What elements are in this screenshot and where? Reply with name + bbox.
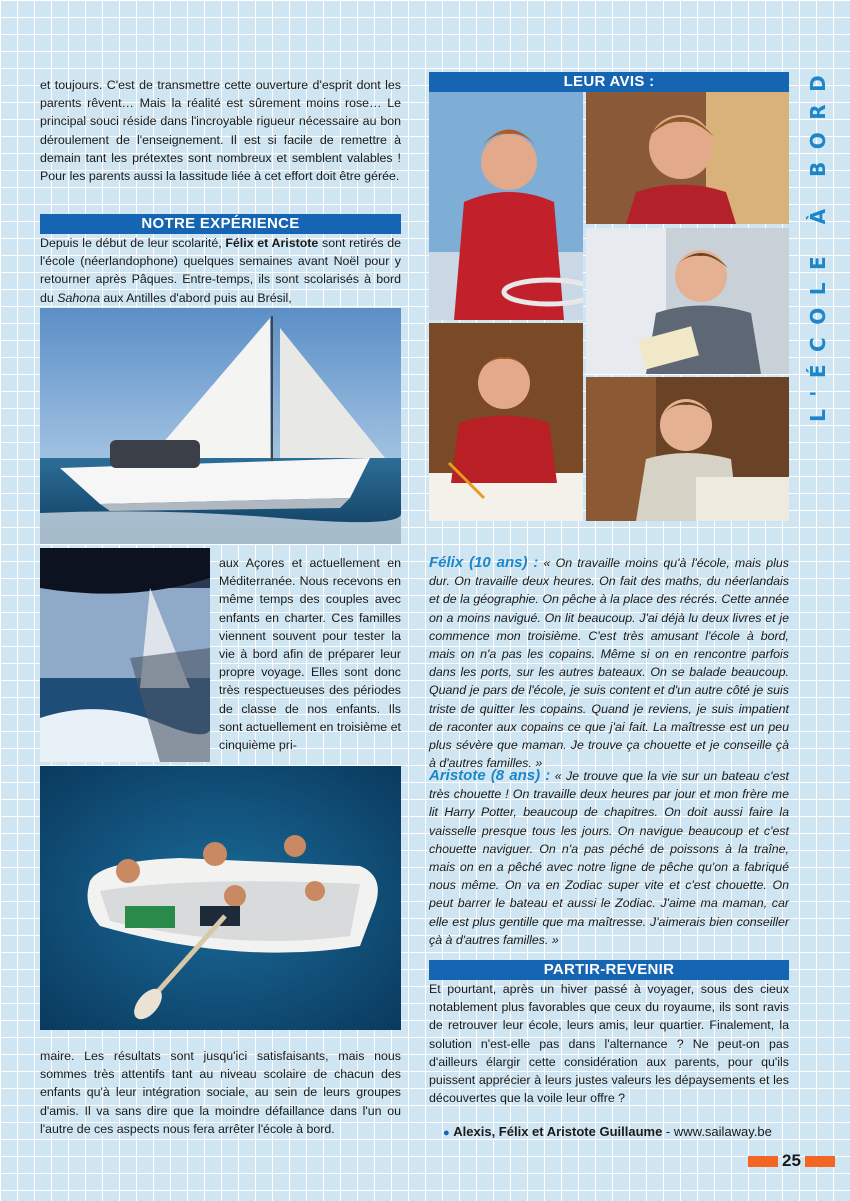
experience-paragraph-3 bbox=[40, 1047, 401, 1138]
felix-quote bbox=[429, 554, 789, 772]
header-leur-avis: LEUR AVIS : bbox=[429, 72, 789, 92]
p1-names: Félix et Aristote bbox=[225, 236, 319, 250]
page-number: 25 bbox=[782, 1151, 801, 1170]
boat-name: Sahona bbox=[57, 290, 100, 305]
photo-sailboat bbox=[40, 308, 401, 544]
photo-aristote-homework bbox=[586, 377, 789, 521]
footer-bar-right bbox=[805, 1156, 835, 1167]
photo-felix-homework bbox=[429, 323, 583, 521]
page-number-footer bbox=[748, 1152, 835, 1170]
credit-names: Alexis, Félix et Aristote Guillaume bbox=[453, 1124, 663, 1139]
credit-bullet-icon: ● bbox=[443, 1127, 450, 1139]
photo-aristote-portrait bbox=[586, 92, 789, 224]
photo-sailing-cockpit bbox=[40, 548, 210, 762]
experience-paragraph-1 bbox=[40, 234, 401, 307]
credit-dash: - bbox=[662, 1124, 674, 1139]
aristote-quote-text: « Je trouve que la vie sur un bateau c'est très chouette ! On travaille deux heures par jour et mon frère me lit Harry Potter, beaucoup de chapitres. On doit aussi faire la vaisselle presque tous les jours. On navigue beaucoup et c'est chouette naviguer. On n'a pas péché de poissons à la traîne, mais on en a pêché avec notre ligne de pêche qu'on a fabriqué nous même. On va en Zodiac super vite et c'est chouette. On peut barrer le bateau et aussi le Zodiac. J'aime ma maman, car elle est plus gentille que ma maîtresse. J'aimerais bien conseiller çà à d'autres familles. » bbox=[429, 769, 789, 947]
partir-revenir-text: Et pourtant, après un hiver passé à voyager, sous des cieux notablement plus favorables que ceux du royaume, ils sont ravis de retrouver leur école, leurs amis, leur quartier. Finalement, la solution n'est-elle pas dans l'alternance ? Ne peut-on pas d'ailleurs élargir cette considération aux parents, pour qu'ils puissent apprécier à leurs justes valeurs les dépaysements et les découvertes que la voile leur offre ? bbox=[429, 982, 789, 1106]
p1-text-b: sont retirés de l'école (néerlandophone) quelques semaines avant Noël pour y retourner après Pâques. Entre-temps, ils sont scolarisés à bord du bbox=[40, 236, 401, 305]
p1-text-c: aux Antilles d'abord puis au Brésil, bbox=[99, 290, 292, 305]
p2-text: aux Açores et actuellement en Méditerranée. Nous recevons en même temps des couples avec enfants en charter. Ces familles viennent souvent pour tester la vie à bord afin de préparer leur propre voyage. Elles sont donc très respectueuses des périodes de classe de nos enfants. Ils sont actuellement en troisième et cinquième pri- bbox=[219, 556, 401, 753]
author-credit bbox=[443, 1124, 772, 1139]
aristote-label: Aristote (8 ans) : bbox=[429, 767, 551, 784]
photo-boy-reading bbox=[586, 228, 789, 374]
p3-text: maire. Les résultats sont jusqu'ici satisfaisants, mais nous sommes très attentifs tant au niveau scolaire de chacun des enfants qu'à leur intégration sociale, au sein de leurs groupes d'amis. Il va sans dire que la moindre défaillance dans l'un ou l'autre de ces aspects nous fera arrêter l'école à bord. bbox=[40, 1049, 401, 1136]
aristote-quote bbox=[429, 767, 789, 949]
header-notre-experience: NOTRE EXPÉRIENCE bbox=[40, 214, 401, 234]
footer-bar-left bbox=[748, 1156, 778, 1167]
intro-text: et toujours. C'est de transmettre cette ouverture d'esprit dont les parents rêvent… Mais la réalité est sûrement moins rose… Le principal souci réside dans l'incroyable rigueur nécessaire au bon déroulement de l'enseignement. Il est si facile de remettre à demain tant les prétextes sont nombreux et semblent valables ! Pour les parents aussi la lassitude liée à cet effort doit être gérée. bbox=[40, 78, 401, 184]
photo-kids-dinghy bbox=[40, 766, 401, 1030]
intro-paragraph bbox=[40, 76, 401, 185]
section-side-title: L'ÉCOLE À BORD bbox=[806, 62, 830, 422]
header-partir-revenir: PARTIR-REVENIR bbox=[429, 960, 789, 980]
photo-felix-helm bbox=[429, 92, 583, 320]
experience-paragraph-2 bbox=[219, 554, 401, 754]
p1-text-a: Depuis le début de leur scolarité, bbox=[40, 236, 226, 250]
felix-label: Félix (10 ans) : bbox=[429, 554, 539, 571]
partir-revenir-paragraph bbox=[429, 980, 789, 1107]
felix-quote-text: « On travaille moins qu'à l'école, mais plus dur. On travaille deux heures. On fait des maths, du néerlandais et de la géographie. On pêche à la place des récrés. Cette année on a moins navigué. On lit beaucoup. J'ai déjà lu deux livres et je commence mon troisième. C'est très amusant l'école à bord, mais on n'a pas les copains. Même si on en rencontre parfois dans les ports, sur les autres bateaux. On se balade beaucoup. Quand je pars de l'école, je suis content et d'un autre côté je suis triste de quitter les copains. Quand je reviens, je suis impatient de raconter aux copains ce que j'ai fait. La maîtresse est un peu plus sévère que maman. Je trouve ça chouette et je conseille çà à d'autres familles. » bbox=[429, 556, 789, 771]
credit-url[interactable]: www.sailaway.be bbox=[673, 1124, 772, 1139]
